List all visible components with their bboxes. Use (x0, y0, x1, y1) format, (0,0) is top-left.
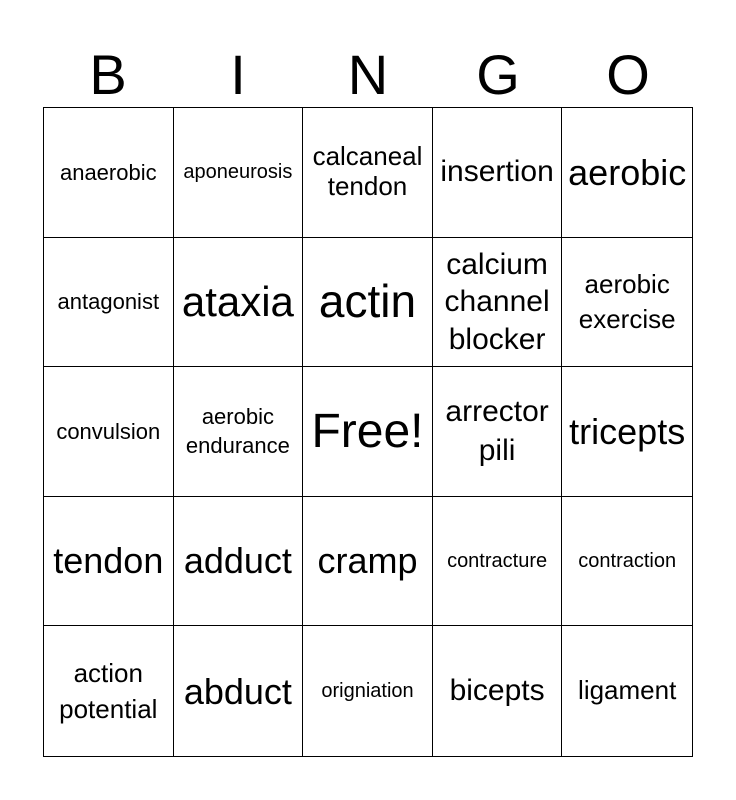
bingo-cell[interactable] (433, 497, 563, 627)
bingo-cell[interactable] (562, 626, 692, 756)
bingo-cell[interactable] (174, 108, 304, 238)
cell-text: aerobic (568, 151, 687, 193)
bingo-cell[interactable] (303, 626, 433, 756)
bingo-cell[interactable] (44, 108, 174, 238)
cell-text: ligament (578, 675, 677, 706)
cell-text: aponeurosis (183, 160, 293, 183)
cell-text: antagonist (57, 289, 160, 315)
cell-text: arrector pili (445, 395, 549, 468)
cell-text: adduct (183, 540, 292, 582)
bingo-cell[interactable] (303, 497, 433, 627)
cell-text: action potential (59, 657, 158, 725)
cell-text: tendon (53, 540, 164, 582)
bingo-header (43, 44, 693, 106)
header-letter-b: B (89, 43, 127, 106)
cell-text: contracture (447, 549, 548, 572)
cell-text: contraction (578, 549, 677, 572)
cell-text: anaerobic (59, 159, 157, 185)
bingo-board (43, 107, 693, 757)
bingo-cell[interactable] (433, 626, 563, 756)
header-letter-n: N (347, 43, 389, 106)
bingo-cell[interactable] (562, 238, 692, 368)
bingo-cell[interactable] (44, 497, 174, 627)
bingo-cell[interactable] (433, 367, 563, 497)
bingo-cell[interactable] (174, 626, 304, 756)
bingo-cell[interactable] (562, 108, 692, 238)
cell-text: calcaneal tendon (312, 141, 423, 202)
free-space: Free! (311, 404, 424, 458)
bingo-cell[interactable] (433, 108, 563, 238)
header-letter-i: I (230, 43, 246, 106)
header-letter-o: O (606, 43, 650, 106)
cell-text: aerobic endurance (185, 403, 290, 459)
cell-text: ataxia (181, 277, 294, 325)
bingo-cell[interactable] (562, 367, 692, 497)
header-letter-g: G (476, 43, 520, 106)
bingo-cell[interactable] (303, 367, 433, 497)
bingo-cell[interactable] (303, 108, 433, 238)
cell-text: insertion (440, 155, 554, 189)
bingo-cell[interactable] (44, 367, 174, 497)
bingo-cell[interactable] (44, 626, 174, 756)
bingo-cell[interactable] (303, 238, 433, 368)
bingo-cell[interactable] (562, 497, 692, 627)
cell-text: cramp (317, 540, 418, 582)
cell-text: origniation (321, 679, 414, 702)
cell-text: bicepts (449, 673, 545, 707)
bingo-cell[interactable] (174, 497, 304, 627)
cell-text: calcium channel blocker (444, 247, 550, 356)
cell-text: convulsion (56, 418, 161, 444)
bingo-cell[interactable] (174, 367, 304, 497)
bingo-cell[interactable] (174, 238, 304, 368)
cell-text: aerobic exercise (578, 268, 676, 334)
cell-text: actin (318, 275, 417, 328)
bingo-cell[interactable] (433, 238, 563, 368)
cell-text: tricepts (569, 410, 686, 452)
bingo-cell[interactable] (44, 238, 174, 368)
cell-text: abduct (183, 670, 292, 712)
